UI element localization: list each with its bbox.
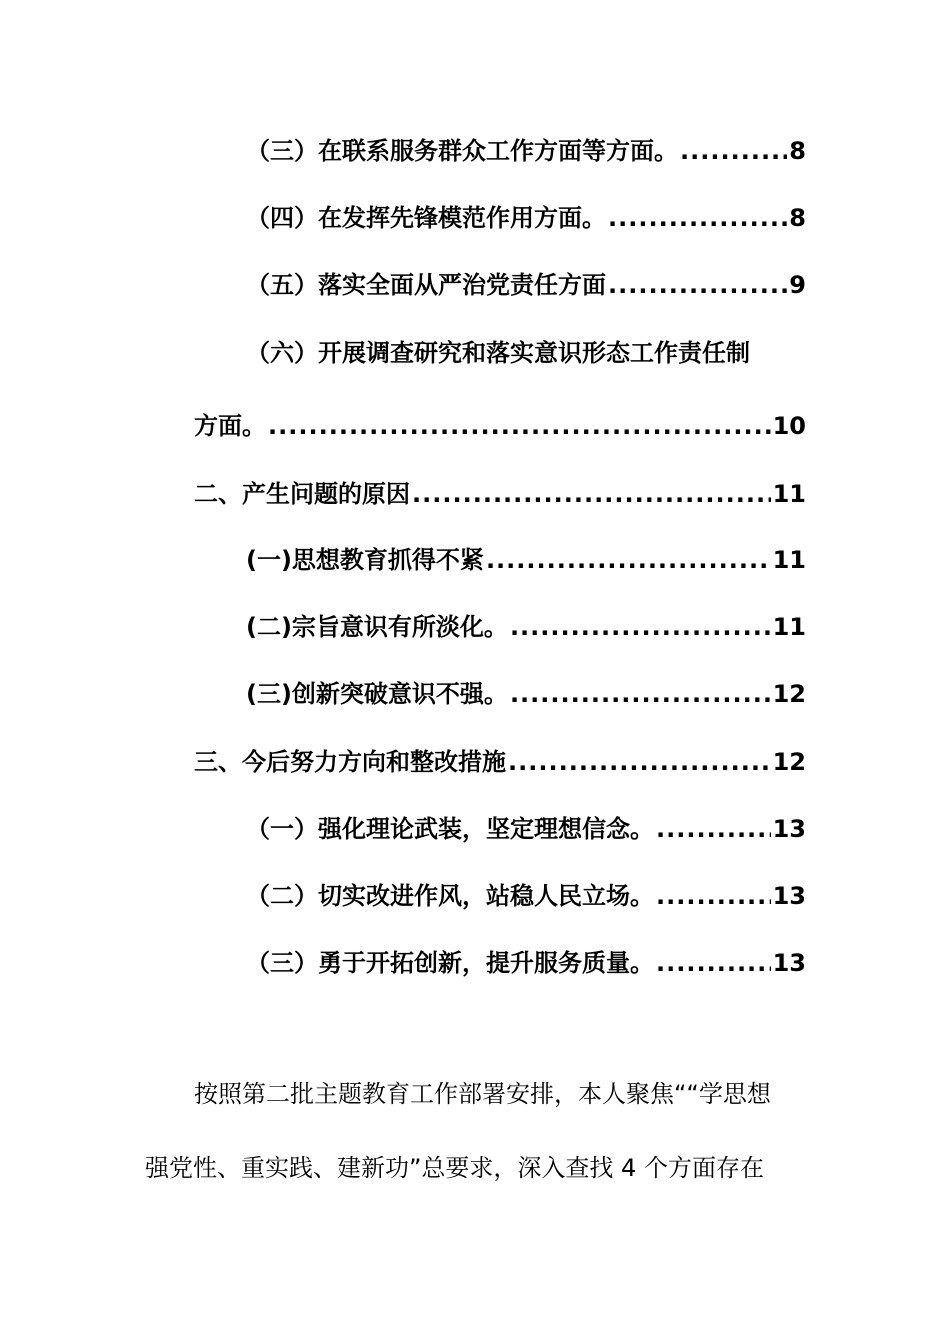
toc-page-number: 12 <box>772 680 806 708</box>
toc-entry[interactable] <box>194 409 806 443</box>
toc-leader-dots <box>510 610 771 644</box>
toc-leader-dots <box>656 812 771 846</box>
toc-leader-dots <box>486 543 771 577</box>
toc-entry[interactable] <box>246 879 806 913</box>
toc-page-number: 13 <box>772 949 806 977</box>
toc-entry-title: （三）在联系服务群众工作方面等方面。 <box>246 137 678 165</box>
toc-page-number: 13 <box>772 815 806 843</box>
toc-entry-title: (三)创新突破意识不强。 <box>246 680 508 708</box>
toc-entry[interactable] <box>246 543 806 577</box>
toc-leader-dots <box>656 946 771 980</box>
toc-entry-title: （三）勇于开拓创新，提升服务质量。 <box>246 949 654 977</box>
toc-entry-title: （五）落实全面从严治党责任方面 <box>246 271 606 299</box>
toc-entry-title: (二)宗旨意识有所淡化。 <box>246 613 508 641</box>
toc-page-number: 9 <box>789 271 806 299</box>
toc-entry[interactable] <box>194 477 806 511</box>
toc-entry-title: （四）在发挥先锋模范作用方面。 <box>246 204 606 232</box>
toc-entry[interactable] <box>246 812 806 846</box>
toc-leader-dots <box>608 268 787 302</box>
toc-leader-dots <box>412 477 771 511</box>
toc-entry-title: (一)思想教育抓得不紧 <box>246 546 484 574</box>
toc-page-number: 12 <box>772 748 806 776</box>
toc-page-number: 13 <box>772 882 806 910</box>
toc-entry[interactable] <box>246 677 806 711</box>
toc-page-number: 11 <box>772 480 806 508</box>
toc-entry-title: 二、产生问题的原因 <box>194 480 410 508</box>
toc-entry[interactable] <box>246 268 806 302</box>
toc-entry-title[interactable]: （六）开展调查研究和落实意识形态工作责任制 <box>246 339 750 367</box>
toc-leader-dots <box>656 879 771 913</box>
toc-entry[interactable] <box>246 134 806 168</box>
toc-page-number: 8 <box>789 137 806 165</box>
toc-leader-dots <box>268 409 771 443</box>
toc-leader-dots <box>508 745 771 779</box>
toc-entry[interactable] <box>246 610 806 644</box>
toc-page-number: 10 <box>772 412 806 440</box>
toc-page-number: 11 <box>772 613 806 641</box>
toc-entry-title: （一）强化理论武装，坚定理想信念。 <box>246 815 654 843</box>
toc-leader-dots <box>680 134 787 168</box>
toc-page-number: 8 <box>789 204 806 232</box>
toc-entry-title: （二）切实改进作风，站稳人民立场。 <box>246 882 654 910</box>
toc-entry-title: 三、今后努力方向和整改措施 <box>194 748 506 776</box>
toc-entry[interactable] <box>246 201 806 235</box>
body-text-line: 强党性、重实践、建新功”总要求，深入查找 4 个方面存在 <box>145 1154 764 1182</box>
toc-entry[interactable] <box>194 745 806 779</box>
toc-leader-dots <box>608 201 787 235</box>
toc-entry-title: 方面。 <box>194 412 266 440</box>
toc-leader-dots <box>510 677 771 711</box>
toc-entry[interactable] <box>246 946 806 980</box>
toc-page-number: 11 <box>772 546 806 574</box>
body-text-line: 按照第二批主题教育工作部署安排，本人聚焦““学思想 <box>194 1080 771 1108</box>
